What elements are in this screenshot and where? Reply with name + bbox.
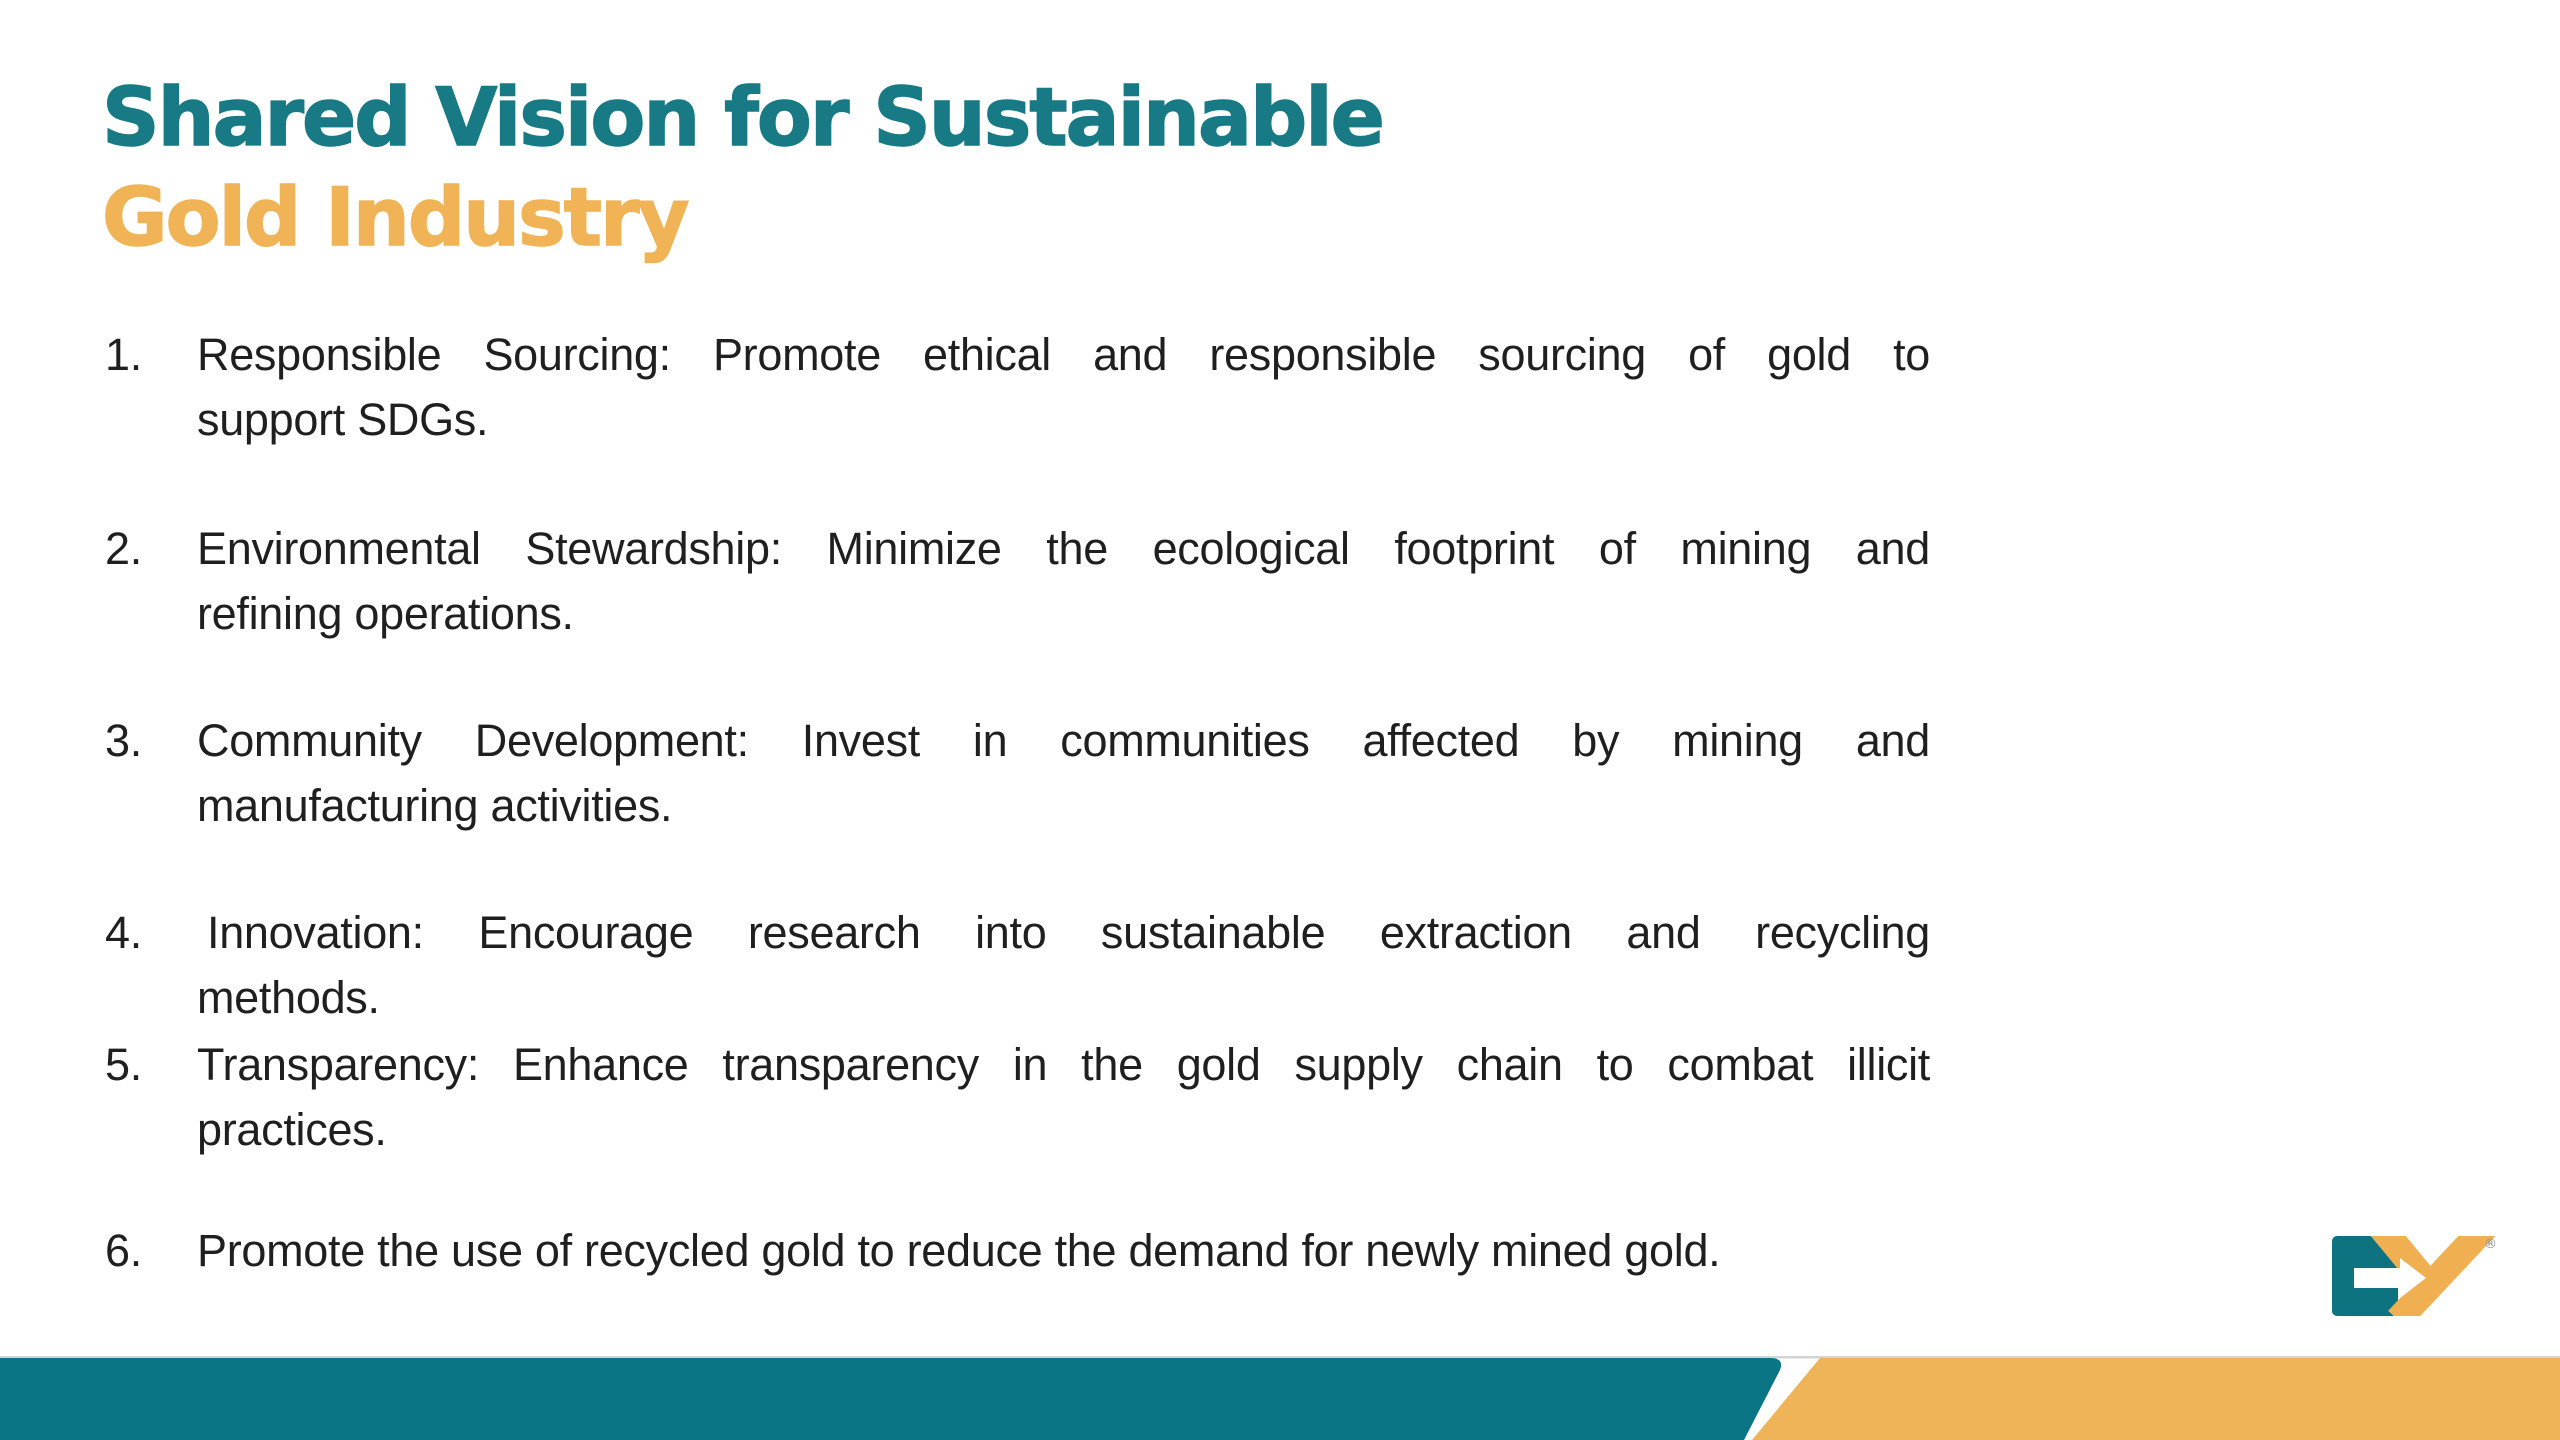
list-item-text bbox=[197, 708, 1930, 838]
list-item-text bbox=[197, 900, 1930, 1030]
list-item-text bbox=[197, 322, 1930, 452]
band-gold-segment bbox=[1752, 1358, 2560, 1440]
company-logo bbox=[2328, 1230, 2500, 1322]
list-item-number: 5. bbox=[105, 1039, 142, 1090]
list-item-number: 4. bbox=[105, 907, 142, 958]
list-item-text bbox=[197, 1218, 1930, 1283]
list-item bbox=[105, 900, 1933, 1030]
list-item-line: refining operations. bbox=[197, 588, 574, 639]
list-item-number: 6. bbox=[105, 1225, 142, 1276]
list-item-line: Promote the use of recycled gold to reduce the demand for newly mined gold. bbox=[197, 1225, 1721, 1276]
list-item-text bbox=[197, 516, 1930, 646]
list-item bbox=[105, 516, 1933, 646]
list-item bbox=[105, 322, 1933, 452]
list-item-line: Community Development: Invest in communities affected by mining and bbox=[197, 715, 1930, 766]
list-item bbox=[105, 1032, 1933, 1162]
slide-title-line2: Gold Industry bbox=[102, 171, 688, 264]
list-item-number: 1. bbox=[105, 329, 142, 380]
list-item bbox=[105, 1218, 1933, 1283]
band-teal-segment bbox=[0, 1358, 1781, 1440]
list-item bbox=[105, 708, 1933, 838]
list-item-line: Innovation: Encourage research into sustainable extraction and recycling bbox=[207, 907, 1930, 958]
vision-list bbox=[105, 322, 1933, 1283]
list-item-line: Responsible Sourcing: Promote ethical and responsible sourcing of gold to bbox=[197, 329, 1930, 380]
slide-title bbox=[102, 68, 1383, 268]
list-item-line: Transparency: Enhance transparency in the gold supply chain to combat illicit bbox=[197, 1039, 1930, 1090]
list-item-line: Environmental Stewardship: Minimize the ecological footprint of mining and bbox=[197, 523, 1930, 574]
list-item-line: support SDGs. bbox=[197, 394, 489, 445]
list-item-number: 2. bbox=[105, 523, 142, 574]
list-item-line: manufacturing activities. bbox=[197, 780, 673, 831]
list-item-line: methods. bbox=[197, 972, 380, 1023]
list-item-text bbox=[197, 1032, 1930, 1162]
bottom-accent-band bbox=[0, 1356, 2560, 1440]
list-item-line: practices. bbox=[197, 1104, 387, 1155]
slide-title-line1: Shared Vision for Sustainable bbox=[102, 71, 1383, 164]
list-item-number: 3. bbox=[105, 715, 142, 766]
registered-trademark-symbol: ® bbox=[2484, 1237, 2497, 1252]
